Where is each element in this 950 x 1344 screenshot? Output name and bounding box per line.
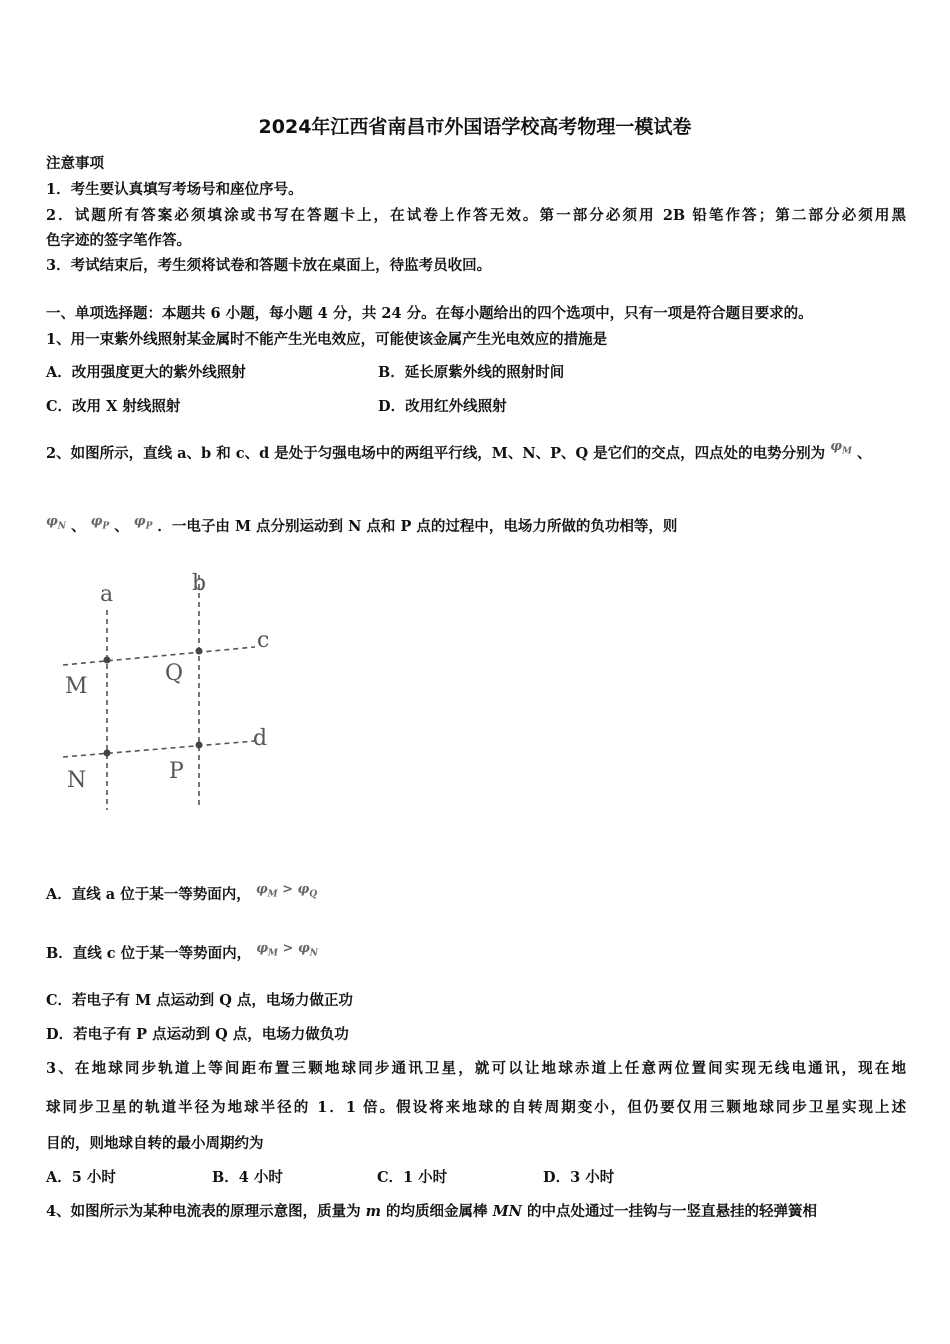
- q1-option-a: A．改用强度更大的紫外线照射: [46, 364, 246, 381]
- label-b: b: [192, 571, 207, 596]
- notice-item-1: 1．考生要认真填写考场号和座位序号。: [46, 181, 303, 198]
- label-p: P: [169, 759, 184, 784]
- phi-m-symbol: $\varphi_M$: [830, 439, 852, 457]
- q2-option-d: D．若电子有 P 点运动到 Q 点，电场力做负功: [46, 1026, 349, 1043]
- label-c: c: [257, 628, 270, 653]
- notice-item-3: 3．考试结束后，考生须将试卷和答题卡放在桌面上，待监考员收回。: [46, 257, 492, 274]
- phi-q-symbol: $\varphi_P$: [133, 514, 153, 532]
- q2-stem-line2: $\varphi_N$ 、 $\varphi_P$ 、 $\varphi_P$ ．一电子由 M 点分别运动到 N 点和 P 点的过程中，电场力所做的负功相等，则: [46, 514, 678, 535]
- q3-option-a: A．5 小时: [46, 1169, 116, 1186]
- q1-option-c: C．改用 X 射线照射: [46, 398, 181, 415]
- notice-item-2-cont: 色字迹的签字笔作答。: [46, 232, 191, 249]
- q2-option-c: C．若电子有 M 点运动到 Q 点，电场力做正功: [46, 992, 353, 1009]
- section-heading: 一、单项选择题：本题共 6 小题，每小题 4 分，共 24 分。在每小题给出的四个选项中，只有一项是符合题目要求的。: [46, 305, 813, 322]
- point-m: [104, 657, 111, 664]
- q3-option-d: D．3 小时: [543, 1169, 615, 1186]
- q2-option-b: B．直线 c 位于某一等势面内， $\varphi_M > \varphi_N$: [46, 941, 318, 962]
- line-c: [63, 647, 255, 665]
- q1-stem: 1、用一束紫外线照射某金属时不能产生光电效应，可能使该金属产生光电效应的措施是: [46, 331, 608, 348]
- phi-n-symbol: $\varphi_N$: [46, 514, 66, 532]
- field-lines-diagram: [55, 565, 295, 815]
- point-n: [104, 750, 111, 757]
- q1-option-d: D．改用红外线照射: [378, 398, 507, 415]
- label-m: M: [65, 674, 88, 699]
- point-p: [196, 742, 203, 749]
- q3-option-b: B．4 小时: [212, 1169, 283, 1186]
- q1-option-b: B．延长原紫外线的照射时间: [378, 364, 565, 381]
- q2-stem-line1: 2、如图所示，直线 a、b 和 c、d 是处于匀强电场中的两组平行线，M、N、P、Q 是它们的交点，四点处的电势分别为 $\varphi_M$ 、: [46, 439, 872, 462]
- phi-p-symbol: $\varphi_P$: [90, 514, 110, 532]
- q3-line-3: 目的，则地球自转的最小周期约为: [46, 1135, 264, 1152]
- label-a: a: [100, 582, 114, 607]
- q2-option-a: A．直线 a 位于某一等势面内， $\varphi_M > \varphi_Q$: [46, 882, 318, 903]
- q4-stem: 4、如图所示为某种电流表的原理示意图，质量为 m 的均质细金属棒 MN 的中点处通过一挂钩与一竖直悬挂的轻弹簧相: [46, 1203, 817, 1220]
- label-d: d: [253, 726, 268, 751]
- q3-line-1: 3、在地球同步轨道上等间距布置三颗地球同步通讯卫星，就可以让地球赤道上任意两位置间实现无线电通讯，现在地: [46, 1060, 906, 1077]
- label-n: N: [67, 768, 87, 793]
- q3-option-c: C．1 小时: [377, 1169, 448, 1186]
- line-d: [63, 741, 255, 757]
- notice-item-2: 2．试题所有答案必须填涂或书写在答题卡上，在试卷上作答无效。第一部分必须用 2B 铅笔作答；第二部分必须用黑: [46, 207, 906, 224]
- label-q: Q: [165, 661, 184, 686]
- point-q: [196, 648, 203, 655]
- q2-option-b-formula: $\varphi_M > \varphi_N$: [256, 941, 318, 959]
- q3-line-2: 球同步卫星的轨道半径为地球半径的 1．1 倍。假设将来地球的自转周期变小，但仍要仅用三颗地球同步卫星实现上述: [46, 1099, 906, 1116]
- q2-option-a-formula: $\varphi_M > \varphi_Q$: [255, 882, 318, 900]
- page-title: 2024年江西省南昌市外国语学校高考物理一模试卷: [258, 116, 692, 138]
- notice-heading: 注意事项: [46, 155, 104, 172]
